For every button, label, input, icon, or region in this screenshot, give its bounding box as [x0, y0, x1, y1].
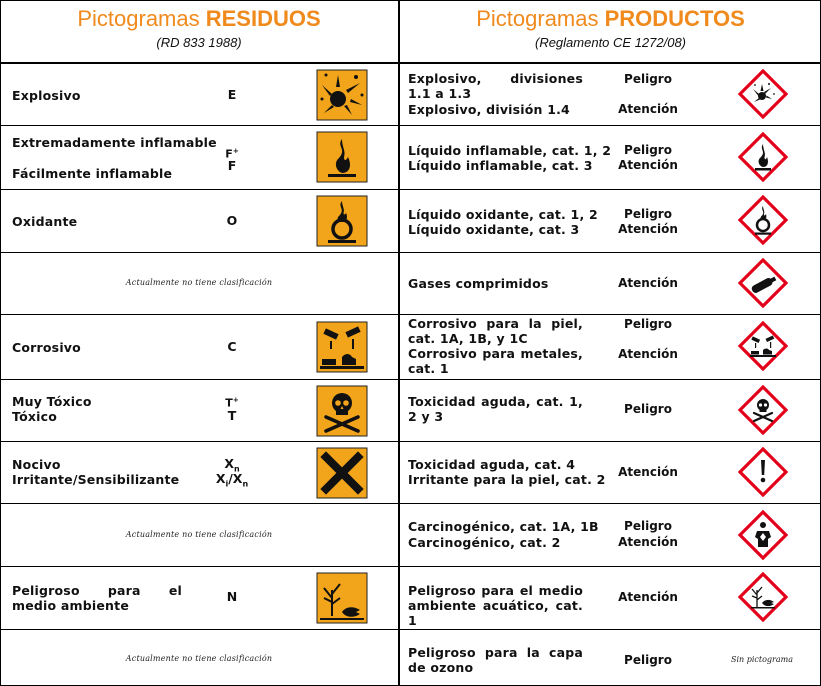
residuo-label: Tóxico: [12, 409, 57, 424]
producto-label: Líquido inflamable, cat. 1, 2: [408, 143, 612, 158]
residuo-code: N: [226, 589, 238, 604]
residuo-label: Oxidante: [12, 214, 78, 229]
row-divider: [0, 252, 821, 253]
ghs-environment-icon: [738, 572, 788, 622]
producto-label: Líquido oxidante, cat. 3: [408, 222, 580, 237]
row-divider: [0, 441, 821, 442]
ghs-explosive-icon: [738, 69, 788, 119]
status-label: Peligro: [624, 653, 672, 667]
oxidizer-orange-icon: [316, 195, 368, 247]
producto-label: Corrosivo para la piel, cat. 1A, 1B, y 1C: [408, 316, 583, 346]
row-divider: [0, 503, 821, 504]
status-label: Atención: [618, 276, 678, 290]
producto-label: Carcinogénico, cat. 1A, 1B: [408, 519, 599, 534]
residuo-code: F: [227, 158, 237, 173]
status-label: Peligro: [624, 519, 672, 533]
status-label: Peligro: [624, 317, 672, 331]
residuo-label: Fácilmente inflamable: [12, 166, 173, 181]
skull-orange-icon: [316, 385, 368, 437]
no-classification-note: Actualmente no tiene clasificación: [125, 278, 273, 287]
residuo-label: Nocivo: [12, 457, 61, 472]
flame-orange-icon: [316, 131, 368, 183]
residuo-label: Extremadamente inflamable: [12, 135, 217, 150]
residuos-subtitle: (RD 833 1988): [156, 35, 242, 50]
no-classification-note: Actualmente no tiene clasificación: [125, 654, 273, 663]
status-label: Peligro: [624, 207, 672, 221]
environment-orange-icon: [316, 572, 368, 624]
residuo-label: Peligroso para el medio ambiente: [12, 583, 182, 613]
producto-label: Explosivo, divisiones 1.1 a 1.3: [408, 71, 583, 101]
producto-label: Irritante para la piel, cat. 2: [408, 472, 606, 487]
status-label: Atención: [618, 222, 678, 236]
producto-label: Peligroso para el medio ambiente acuático, cat. 1: [408, 583, 583, 628]
residuo-code: E: [227, 87, 237, 102]
status-label: Atención: [618, 158, 678, 172]
ghs-gas-cylinder-icon: [738, 258, 788, 308]
residuos-header: [0, 0, 398, 62]
header-divider: [0, 62, 821, 64]
productos-title: Pictogramas PRODUCTOS: [476, 6, 745, 31]
ghs-exclamation-icon: [738, 447, 788, 497]
residuo-code: F+: [225, 147, 239, 161]
residuo-code: $X_n$: [224, 456, 240, 474]
no-classification-note: Actualmente no tiene clasificación: [125, 530, 273, 539]
producto-label: Toxicidad aguda, cat. 4: [408, 457, 576, 472]
residuo-code: T+: [225, 396, 239, 410]
residuo-label: Explosivo: [12, 88, 81, 103]
productos-subtitle: (Reglamento CE 1272/08): [534, 35, 687, 50]
ghs-corrosive-icon: [738, 321, 788, 371]
status-label: Peligro: [624, 402, 672, 416]
producto-label: Corrosivo para metales, cat. 1: [408, 346, 583, 376]
sin-pictograma-note: Sin pictograma: [731, 655, 793, 664]
residuo-code: O: [226, 213, 238, 228]
ghs-health-hazard-icon: [738, 510, 788, 560]
row-divider: [0, 189, 821, 190]
status-label: Peligro: [624, 72, 672, 86]
productos-header: [400, 0, 821, 62]
status-label: Atención: [618, 347, 678, 361]
row-divider: [0, 125, 821, 126]
residuos-title: Pictogramas RESIDUOS: [77, 6, 321, 31]
corrosive-orange-icon: [316, 321, 368, 373]
producto-label: Líquido inflamable, cat. 3: [408, 158, 593, 173]
ghs-flame-icon: [738, 132, 788, 182]
residuo-label: Irritante/Sensibilizante: [12, 472, 180, 487]
residuo-label: Corrosivo: [12, 340, 81, 355]
ghs-oxidizer-icon: [738, 195, 788, 245]
producto-label: Gases comprimidos: [408, 276, 549, 291]
producto-label: Toxicidad aguda, cat. 1, 2 y 3: [408, 394, 583, 424]
status-label: Atención: [618, 102, 678, 116]
row-divider: [0, 629, 821, 630]
row-divider: [0, 314, 821, 315]
producto-label: Carcinogénico, cat. 2: [408, 535, 561, 550]
column-divider: [398, 0, 400, 686]
cross-orange-icon: [316, 447, 368, 499]
producto-label: Explosivo, división 1.4: [408, 102, 570, 117]
residuo-code: $X_i/X_n$: [215, 471, 249, 489]
status-label: Peligro: [624, 143, 672, 157]
explosive-orange-icon: [316, 69, 368, 121]
residuo-label: Muy Tóxico: [12, 394, 92, 409]
status-label: Atención: [618, 535, 678, 549]
ghs-skull-icon: [738, 385, 788, 435]
row-divider: [0, 379, 821, 380]
status-label: Atención: [618, 465, 678, 479]
producto-label: Peligroso para la capa de ozono: [408, 645, 583, 675]
residuo-code: T: [227, 408, 237, 423]
status-label: Atención: [618, 590, 678, 604]
residuo-code: C: [227, 339, 237, 354]
row-divider: [0, 566, 821, 567]
producto-label: Líquido oxidante, cat. 1, 2: [408, 207, 598, 222]
